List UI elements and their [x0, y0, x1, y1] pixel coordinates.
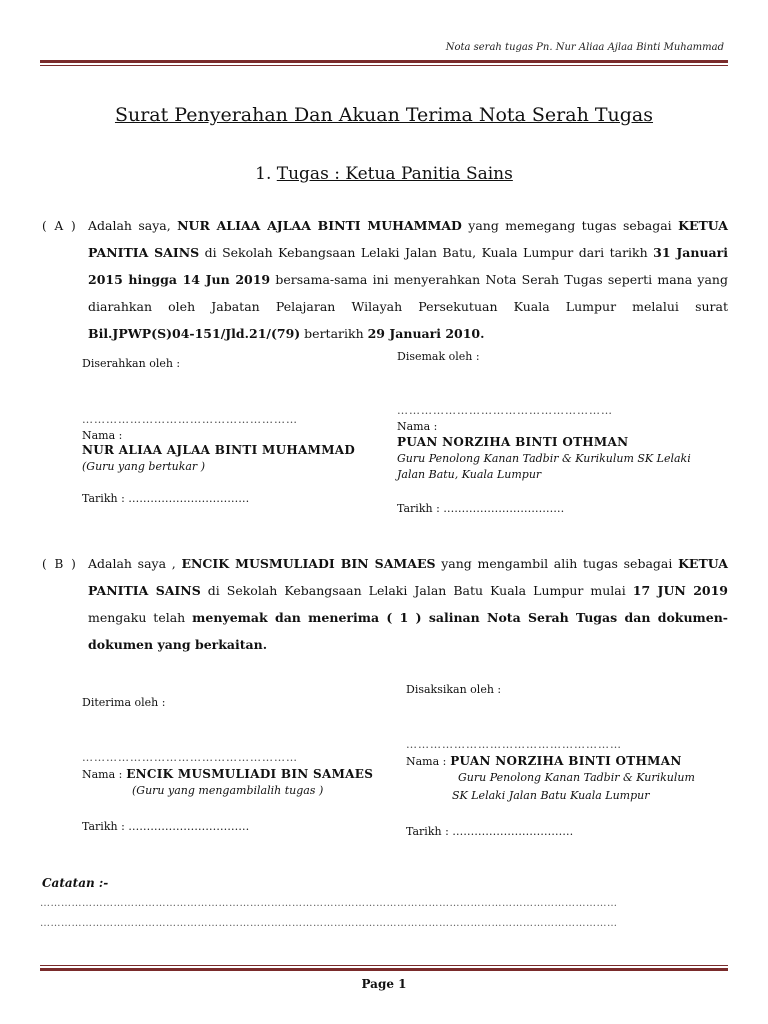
- text-run: di Sekolah Kebangsaan Lelaki Jalan Batu Kuala Lumpur mulai: [200, 583, 633, 598]
- witnessed-by-label: Disaksikan oleh :: [406, 683, 502, 696]
- page-number: Page 1: [361, 977, 407, 991]
- section-heading: [0, 164, 768, 184]
- text-run: mengaku telah: [88, 610, 193, 625]
- section-a-label: ( A ): [42, 219, 78, 233]
- footer-rule-thick: [40, 968, 728, 971]
- notes-line: …………………………………………………………………………………………………………………………………………………: [40, 898, 618, 909]
- section-heading-text: Tugas : Ketua Panitia Sains: [276, 164, 513, 184]
- reviewed-by-label: Disemak oleh :: [397, 350, 480, 363]
- bold-run: NUR ALIAA AJLAA BINTI MUHAMMAD: [177, 218, 462, 233]
- bold-run: KETUA PANITIA SAINS: [88, 556, 728, 598]
- signer-role: SK Lelaki Jalan Batu Kuala Lumpur: [452, 789, 650, 802]
- name-label: Nama :: [82, 768, 123, 781]
- signer-role: Guru Penolong Kanan Tadbir & Kurikulum SK Lelaki: [397, 452, 691, 465]
- date-field: Tarikh : ……………………………: [82, 492, 250, 505]
- name-label: Nama :: [406, 755, 447, 768]
- section-number: 1.: [255, 164, 272, 184]
- text-run: bersama-sama ini menyerahkan Nota Serah Tugas seperti mana yang diarahkan oleh Jabatan Pelajaran Wilayah Persekutuan Kuala Lumpur melalui surat: [88, 272, 728, 314]
- signer-name: ENCIK MUSMULIADI BIN SAMAES: [126, 767, 374, 781]
- date-field: Tarikh : ……………………………: [397, 502, 565, 515]
- bold-run: 17 JUN 2019: [632, 583, 728, 598]
- bold-run: KETUA PANITIA SAINS: [88, 218, 728, 260]
- bold-run: Bil.JPWP(S)04-151/Jld.21/(79): [88, 326, 301, 341]
- section-b-paragraph: [88, 550, 728, 658]
- header-rule-thick: [40, 60, 728, 63]
- signer-name: PUAN NORZIHA BINTI OTHMAN: [450, 754, 682, 768]
- section-a-paragraph: [88, 212, 728, 347]
- text-run: yang memegang tugas sebagai: [461, 218, 679, 233]
- signer-name-row: [406, 754, 682, 768]
- received-by-label: Diterima oleh :: [82, 696, 166, 709]
- signer-name: PUAN NORZIHA BINTI OTHMAN: [397, 435, 629, 449]
- signature-line: ………………………………………………: [82, 413, 298, 426]
- document-title: Surat Penyerahan Dan Akuan Terima Nota Serah Tugas: [114, 104, 654, 126]
- handed-over-by-label: Diserahkan oleh :: [82, 357, 181, 370]
- notes-label: Catatan :-: [42, 876, 109, 890]
- text-run: Adalah saya ,: [88, 556, 182, 571]
- bold-run: menyemak dan menerima ( 1 ) salinan Nota Serah Tugas dan dokumen-dokumen yang berkaitan.: [88, 610, 728, 652]
- signature-line: ………………………………………………: [82, 751, 298, 764]
- signer-role: (Guru yang bertukar ): [82, 460, 205, 473]
- bold-run: 31 Januari 2015 hingga 14 Jun 2019: [88, 245, 728, 287]
- signer-role: Guru Penolong Kanan Tadbir & Kurikulum: [458, 771, 695, 784]
- signer-name: NUR ALIAA AJLAA BINTI MUHAMMAD: [82, 443, 356, 457]
- footer-rule-thin: [40, 965, 728, 966]
- date-field: Tarikh : ……………………………: [82, 820, 250, 833]
- text-run: yang mengambil alih tugas sebagai: [435, 556, 679, 571]
- section-b-label: ( B ): [42, 557, 78, 571]
- page-header-text: Nota serah tugas Pn. Nur Aliaa Ajlaa Binti Muhammad: [445, 42, 724, 53]
- header-rule-thin: [40, 65, 728, 66]
- notes-line: …………………………………………………………………………………………………………………………………………………: [40, 918, 618, 929]
- bold-run: 29 Januari 2010.: [367, 326, 485, 341]
- text-run: Adalah saya,: [88, 218, 178, 233]
- name-label: Nama :: [82, 429, 123, 442]
- signature-line: ………………………………………………: [397, 404, 613, 417]
- bold-run: ENCIK MUSMULIADI BIN SAMAES: [181, 556, 436, 571]
- date-field: Tarikh : ……………………………: [406, 825, 574, 838]
- signer-name-row: [82, 767, 373, 781]
- signer-role: (Guru yang mengambilalih tugas ): [132, 784, 324, 797]
- signature-line: ………………………………………………: [406, 738, 622, 751]
- text-run: bertarikh: [300, 326, 368, 341]
- name-label: Nama :: [397, 420, 438, 433]
- signer-role: Jalan Batu, Kuala Lumpur: [397, 468, 542, 481]
- text-run: di Sekolah Kebangsaan Lelaki Jalan Batu, Kuala Lumpur dari tarikh: [199, 245, 654, 260]
